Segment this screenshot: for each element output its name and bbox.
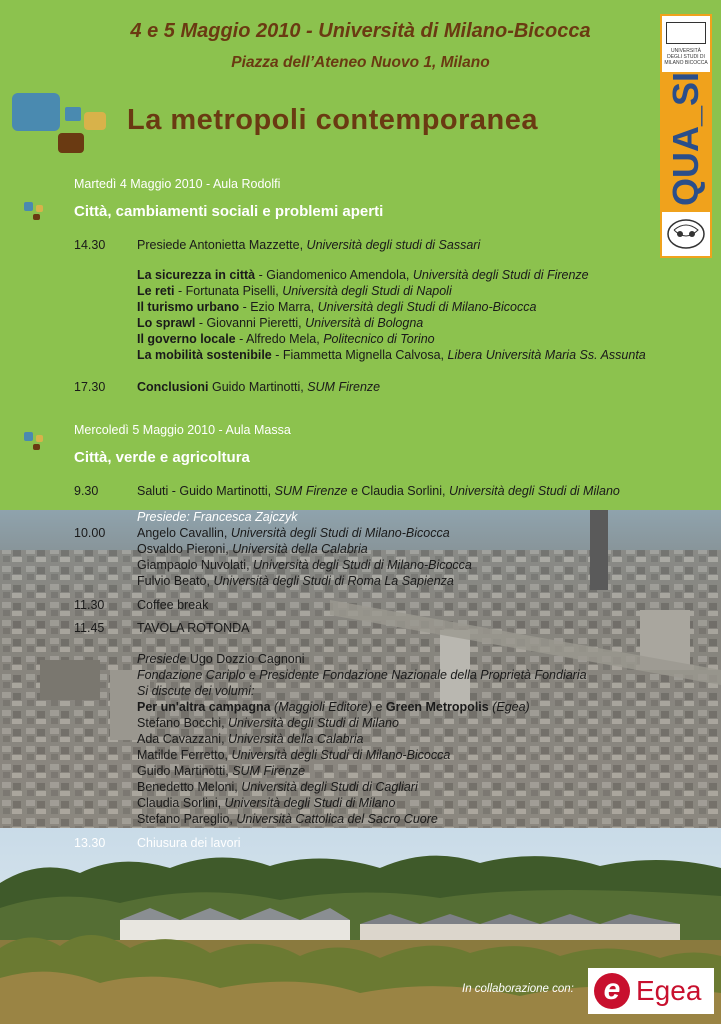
talk-row: Il governo locale - Alfredo Mela, Politecnico di Torino [137,332,435,346]
event-dates: 4 e 5 Maggio 2010 - Università di Milano-Bicocca [130,20,591,42]
day2-chair: Presiede: Francesca Zajczyk [137,510,298,524]
rt-chair: Presiede Ugo Dozzio Cagnoni [137,652,305,666]
rt-chair-affil: Fondazione Cariplo e Presidente Fondazione Nazionale della Proprietà Fondiaria [137,668,587,682]
egea-logo [588,968,714,1014]
event-address: Piazza dell’Ateneo Nuovo 1, Milano [231,54,490,71]
rt-discuss: Si discute dei volumi: [137,684,255,698]
panel-row: Benedetto Meloni, Università degli Studi di Cagliari [137,780,418,794]
quasi-logo [660,14,712,258]
day1-conclusion: Conclusioni Guido Martinotti, SUM Firenze [137,380,381,394]
egea-text: Egea [636,975,702,1006]
day2-time-1330: 13.30 [74,836,106,850]
talk-row: Il turismo urbano - Ezio Marra, Università degli Studi di Milano-Bicocca [137,300,537,314]
talk-row: Le reti - Fortunata Piselli, Università degli Studi di Napoli [137,284,452,298]
day1-time-1430: 14.30 [74,238,106,252]
day1-title: Città, cambiamenti sociali e problemi aperti [74,203,384,220]
day2-time-1130: 11.30 [74,598,105,612]
speaker-row: Giampaolo Nuvolati, Università degli Studi di Milano-Bicocca [137,558,472,572]
coffee-break: Coffee break [137,598,209,612]
day2-title: Città, verde e agricoltura [74,449,250,466]
panel-row: Guido Martinotti, SUM Firenze [137,764,306,778]
closing: Chiusura dei lavori [137,836,241,850]
day2-header: Mercoledì 5 Maggio 2010 - Aula Massa [74,423,291,437]
page-title: La metropoli contemporanea [127,104,539,136]
rt-books: Per un'altra campagna (Maggioli Editore) e Green Metropolis (Egea) [137,700,530,714]
panel-row: Ada Cavazzani, Università della Calabria [137,732,364,746]
day1-header: Martedì 4 Maggio 2010 - Aula Rodolfi [74,177,281,191]
logo-small-text: UNIVERSITÀ DEGLI STUDI DI MILANO BICOCCA [664,48,708,66]
panel-row: Stefano Bocchi, Università degli Studi di Milano [137,716,399,730]
panel-row: Matilde Ferretto, Università degli Studi di Milano-Bicocca [137,748,451,762]
talk-row: Lo sprawl - Giovanni Pieretti, Università di Bologna [137,316,424,330]
talk-row: La mobilità sostenibile - Fiammetta Mignella Calvosa, Libera Università Maria Ss. Assunta [137,348,646,362]
speaker-row: Fulvio Beato, Università degli Studi di Roma La Sapienza [137,574,454,588]
egea-icon: e [594,973,630,1009]
day2-welcome: Saluti - Guido Martinotti, SUM Firenze e Claudia Sorlini, Università degli Studi di Milano [137,484,620,498]
day1-time-1730: 17.30 [74,380,106,394]
panel-row: Stefano Pareglio, Università Cattolica del Sacro Cuore [137,812,438,826]
day2-time-930: 9.30 [74,484,99,498]
day1-chair: Presiede Antonietta Mazzette, Università degli studi di Sassari [137,238,481,252]
day2-time-1000: 10.00 [74,526,106,540]
speaker-row: Osvaldo Pieroni, Università della Calabria [137,542,368,556]
logo-text: QUA_SI [665,71,706,207]
panel-row: Claudia Sorlini, Università degli Studi di Milano [137,796,396,810]
speaker-row: Angelo Cavallin, Università degli Studi di Milano-Bicocca [137,526,450,540]
round-table: TAVOLA ROTONDA [137,621,250,635]
logo-emblem [662,212,710,256]
day2-time-1145: 11.45 [74,621,105,635]
collab-label: In collaborazione con: [462,983,574,995]
talk-row: La sicurezza in città - Giandomenico Amendola, Università degli Studi di Firenze [137,268,589,282]
